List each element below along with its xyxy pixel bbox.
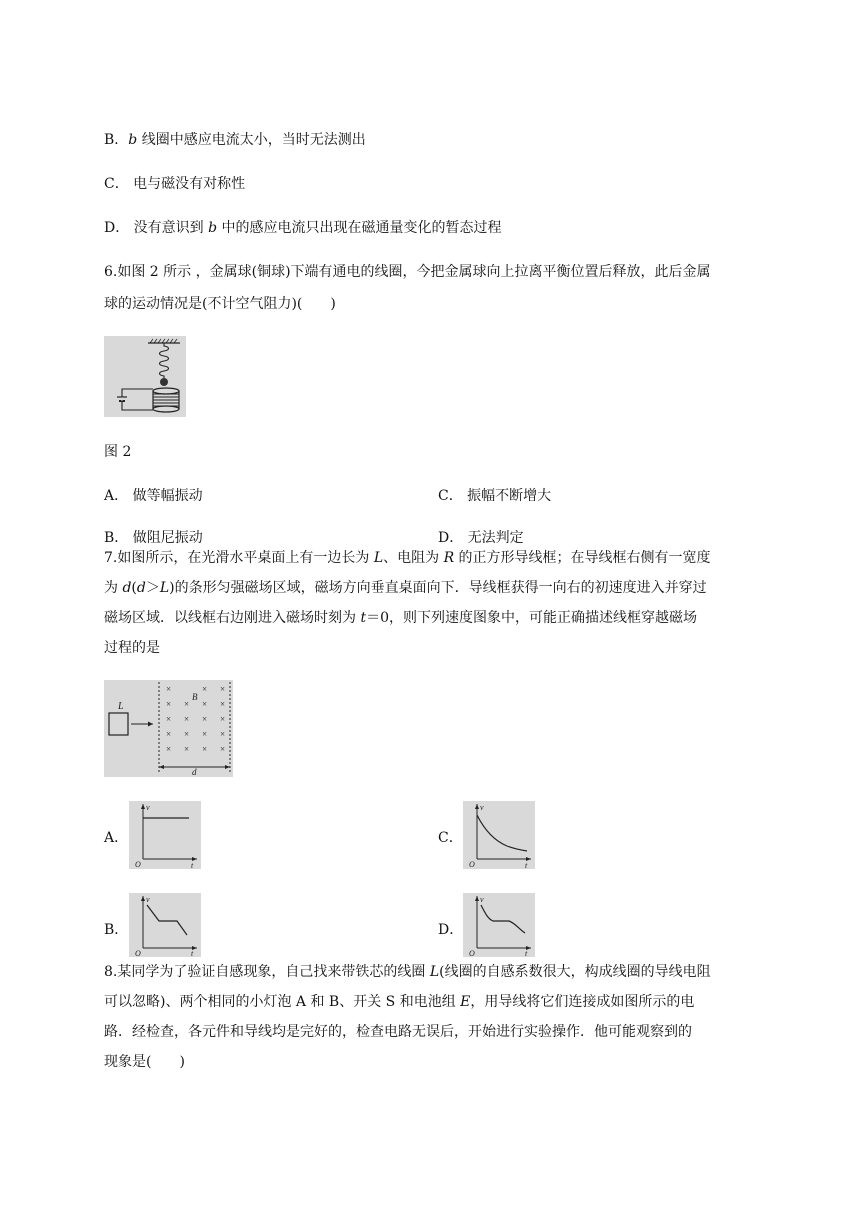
stem-text: )的条形匀强磁场区域，磁场方向垂直桌面向下．导线框获得一向右的初速度进入并穿过 bbox=[169, 580, 707, 596]
velocity-curve bbox=[477, 815, 527, 851]
stem-text: 的正方形导线框；在导线框右侧有一宽度 bbox=[454, 550, 711, 566]
option-variable: b bbox=[208, 220, 218, 236]
field-cross: × bbox=[220, 684, 226, 694]
option-text: 做阻尼振动 bbox=[128, 530, 203, 546]
option-label: B． bbox=[104, 132, 129, 148]
q7-option-b-label: B． bbox=[104, 922, 129, 938]
v-axis-label: v bbox=[480, 895, 484, 904]
q6-option-a bbox=[104, 486, 203, 506]
t-axis-label: t bbox=[525, 949, 528, 957]
option-label: B． bbox=[104, 530, 129, 546]
option-text: 做等幅振动 bbox=[128, 488, 203, 504]
field-cross: × bbox=[166, 699, 172, 709]
option-label: C． bbox=[438, 488, 463, 504]
q6-stem-line-2: 球的运动情况是(不计空气阻力)( ) bbox=[104, 296, 336, 312]
t-axis-label: t bbox=[191, 861, 194, 869]
q7-graph-d bbox=[463, 893, 535, 957]
option-variable: b bbox=[128, 132, 138, 148]
option-text: 电与磁没有对称性 bbox=[128, 176, 246, 192]
option-label: D． bbox=[104, 220, 130, 236]
velocity-curve bbox=[147, 905, 187, 935]
field-cross: × bbox=[220, 714, 226, 724]
v-axis-label: v bbox=[146, 895, 150, 904]
q8-stem-line-3: 路．经检查，各元件和导线均是完好的，检查电路无误后，开始进行实验操作．他可能观察到的 bbox=[104, 1024, 692, 1040]
q7-stem-line-3 bbox=[104, 608, 697, 628]
field-cross: × bbox=[166, 744, 172, 754]
q6-option-c bbox=[438, 486, 551, 506]
option-text: 振幅不断增大 bbox=[462, 488, 552, 504]
field-cross: × bbox=[184, 729, 190, 739]
q8-stem-line-2 bbox=[104, 992, 694, 1012]
q6-stem-line-1: 6.如图 2 所示 ，金属球(铜球)下端有通电的线圈，今把金属球向上拉离平衡位置后释放，此后金属 bbox=[104, 264, 711, 280]
q8-stem-line-4: 现象是( ) bbox=[104, 1054, 185, 1070]
origin-label: O bbox=[135, 949, 141, 957]
variable-L: L bbox=[429, 964, 440, 980]
variable-L: L bbox=[373, 550, 384, 566]
stem-text: ，用导线将它们连接成如图所示的电 bbox=[470, 994, 695, 1010]
stem-text: ( bbox=[131, 580, 137, 596]
variable-L: L bbox=[159, 580, 170, 596]
stem-text: 为 bbox=[104, 580, 123, 596]
q6-option-d bbox=[438, 528, 524, 548]
q5-option-b bbox=[104, 130, 366, 150]
option-text: 中的感应电流只出现在磁通量变化的暂态过程 bbox=[217, 220, 502, 236]
q7-option-a-label: A． bbox=[104, 830, 129, 846]
q7-option-c-label: C． bbox=[438, 830, 463, 846]
q7-graph-b bbox=[129, 893, 201, 957]
t-axis-label: t bbox=[191, 949, 194, 957]
q6-option-b bbox=[104, 528, 203, 548]
field-label: B bbox=[192, 692, 198, 702]
q5-option-c bbox=[104, 174, 245, 194]
stem-text: 7.如图所示，在光滑水平桌面上有一边长为 bbox=[104, 550, 374, 566]
v-axis-label: v bbox=[146, 803, 150, 812]
t-axis-label: t bbox=[525, 861, 528, 869]
variable-E: E bbox=[460, 994, 471, 1010]
q7-stem-line-4: 过程的是 bbox=[104, 640, 160, 656]
stem-text: 8.某同学为了验证自感现象，自己找来带铁芯的线圈 bbox=[104, 964, 430, 980]
frame-label: L bbox=[118, 701, 124, 712]
origin-label: O bbox=[469, 949, 475, 957]
field-cross: × bbox=[184, 714, 190, 724]
option-text: 线圈中感应电流太小，当时无法测出 bbox=[137, 132, 366, 148]
q7-figure-field bbox=[104, 680, 233, 777]
variable-t: t bbox=[360, 610, 367, 626]
q6-figure-caption: 图 2 bbox=[104, 444, 132, 460]
field-cross: × bbox=[184, 744, 190, 754]
stem-text: 、电阻为 bbox=[383, 550, 444, 566]
option-label: D． bbox=[438, 530, 464, 546]
field-cross: × bbox=[220, 729, 226, 739]
q7-option-d-label: D． bbox=[438, 922, 464, 938]
square-frame bbox=[109, 713, 128, 735]
option-text: 没有意识到 bbox=[129, 220, 209, 236]
q5-option-d bbox=[104, 218, 502, 238]
field-cross: × bbox=[220, 699, 226, 709]
field-cross: × bbox=[202, 684, 208, 694]
field-cross: × bbox=[166, 729, 172, 739]
q7-graph-a bbox=[129, 801, 201, 869]
option-label: A． bbox=[104, 488, 129, 504]
q7-stem-line-2 bbox=[104, 578, 707, 598]
origin-label: O bbox=[469, 860, 475, 869]
field-cross: × bbox=[202, 729, 208, 739]
option-label: C． bbox=[104, 176, 129, 192]
q6-figure-spring-coil bbox=[104, 336, 186, 417]
field-cross: × bbox=[202, 744, 208, 754]
stem-text: 可以忽略)、两个相同的小灯泡 A 和 B、开关 S 和电池组 bbox=[104, 994, 461, 1010]
variable-d: d bbox=[122, 580, 132, 596]
origin-label: O bbox=[135, 860, 141, 869]
q8-stem-line-1 bbox=[104, 962, 711, 982]
variable-d: d bbox=[136, 580, 146, 596]
field-cross: × bbox=[202, 699, 208, 709]
field-cross: × bbox=[166, 714, 172, 724]
variable-R: R bbox=[443, 550, 455, 566]
stem-text: ＞ bbox=[145, 580, 160, 596]
width-label: d bbox=[192, 767, 197, 777]
q7-graph-c bbox=[463, 801, 535, 869]
field-cross: × bbox=[220, 744, 226, 754]
v-axis-label: v bbox=[480, 803, 484, 812]
field-cross: × bbox=[202, 714, 208, 724]
field-cross: × bbox=[166, 684, 172, 694]
option-text: 无法判定 bbox=[463, 530, 524, 546]
stem-text: 磁场区域．以线框右边刚进入磁场时刻为 bbox=[104, 610, 361, 626]
stem-text: (线圈的自感系数很大，构成线圈的导线电阻 bbox=[439, 964, 711, 980]
field-cross: × bbox=[184, 699, 190, 709]
velocity-curve bbox=[481, 905, 525, 933]
stem-text: ＝0，则下列速度图象中，可能正确描述线框穿越磁场 bbox=[366, 610, 697, 626]
q7-stem-line-1 bbox=[104, 548, 711, 568]
